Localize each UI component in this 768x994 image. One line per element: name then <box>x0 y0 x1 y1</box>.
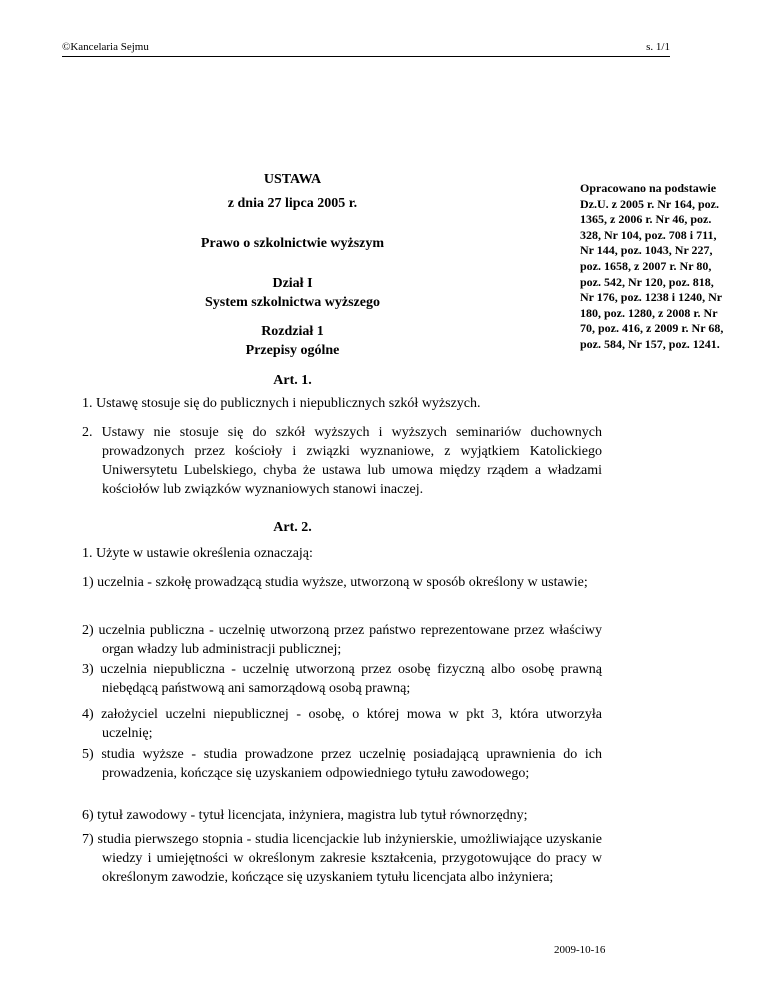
article-1-paragraph-2-text: 2. Ustawy nie stosuje się do szkół wyższych i wyższych seminariów duchownych prowadzonych przez kościoły i związki wyznaniowe, z wyjątkiem Katolickiego Uniwersytetu Lubelskiego, chyba że ustawa lub umowa między rządem a władzami kościołów lub związków wyznaniowych stanowi inaczej. <box>82 425 602 497</box>
definition-item <box>82 806 602 825</box>
definition-item-text: 2) uczelnia publiczna - uczelnię utworzoną przez państwo reprezentowane przez właściwy organ władzy lub administracji publicznej; <box>82 623 602 657</box>
document-title: Prawo o szkolnictwie wyższym <box>200 236 385 251</box>
definition-item-text: 5) studia wyższe - studia prowadzone przez uczelnię posiadającą uprawnienia do ich prowadzenia, kończące się uzyskaniem odpowiedniego tytułu zawodowego; <box>82 747 602 781</box>
chapter-number: Rozdział 1 <box>261 324 324 339</box>
definition-item-text: 6) tytuł zawodowy - tytuł licencjata, inżyniera, magistra lub tytuł równorzędny; <box>82 808 528 823</box>
header-source: ©Kancelaria Sejmu <box>62 41 149 53</box>
document-date: z dnia 27 lipca 2005 r. <box>227 196 358 211</box>
definition-item <box>82 705 602 743</box>
definition-item-text: 4) założyciel uczelni niepublicznej - osobę, o której mowa w pkt 3, która utworzyła uczelnię; <box>82 707 602 741</box>
division-title: System szkolnictwa wyższego <box>205 295 380 310</box>
definition-item-text: 1) uczelnia - szkołę prowadzącą studia wyższe, utworzoną w sposób określony w ustawie; <box>82 575 588 590</box>
article-1-paragraph-2 <box>82 423 602 499</box>
definition-item-text: 3) uczelnia niepubliczna - uczelnię utworzoną przez osobę fizyczną albo osobę prawną niebędącą państwową ani samorządową osobą prawną; <box>82 662 602 696</box>
definition-item-text: 7) studia pierwszego stopnia - studia licencjackie lub inżynierskie, umożliwiające uzyskanie wiedzy i umiejętności w określonym zakresie kształcenia, przygotowujące do pracy w określonym zawodzie, kończące się uzyskaniem tytułu licencjata albo inżyniera; <box>82 832 602 885</box>
margin-note: Opracowano na podstawie Dz.U. z 2005 r. Nr 164, poz. 1365, z 2006 r. Nr 46, poz. 328, Nr 104, poz. 708 i 711, Nr 144, poz. 1043, Nr 227, poz. 1658, z 2007 r. Nr 80, poz. 542, Nr 120, poz. 818, Nr 176, poz. 1238 i 1240, Nr 180, poz. 1280, z 2008 r. Nr 70, poz. 416, z 2009 r. Nr 68, poz. 584, Nr 157, poz. 1241. <box>580 181 724 351</box>
chapter-title: Przepisy ogólne <box>245 343 340 358</box>
article-1-paragraph-1: 1. Ustawę stosuje się do publicznych i niepublicznych szkół wyższych. <box>82 396 481 411</box>
article-2-heading: Art. 2. <box>273 520 312 535</box>
definition-item <box>82 745 602 783</box>
division-number: Dział I <box>272 276 313 291</box>
footer-date: 2009-10-16 <box>554 944 606 956</box>
definition-item <box>82 621 602 659</box>
definition-item <box>82 573 602 592</box>
header-page-number: s. 1/1 <box>646 41 670 53</box>
definition-item <box>82 830 602 887</box>
document-type: USTAWA <box>263 172 322 187</box>
definition-item <box>82 660 602 698</box>
article-2-intro: 1. Użyte w ustawie określenia oznaczają: <box>82 546 313 561</box>
article-1-heading: Art. 1. <box>273 373 312 388</box>
header-divider <box>62 56 670 57</box>
